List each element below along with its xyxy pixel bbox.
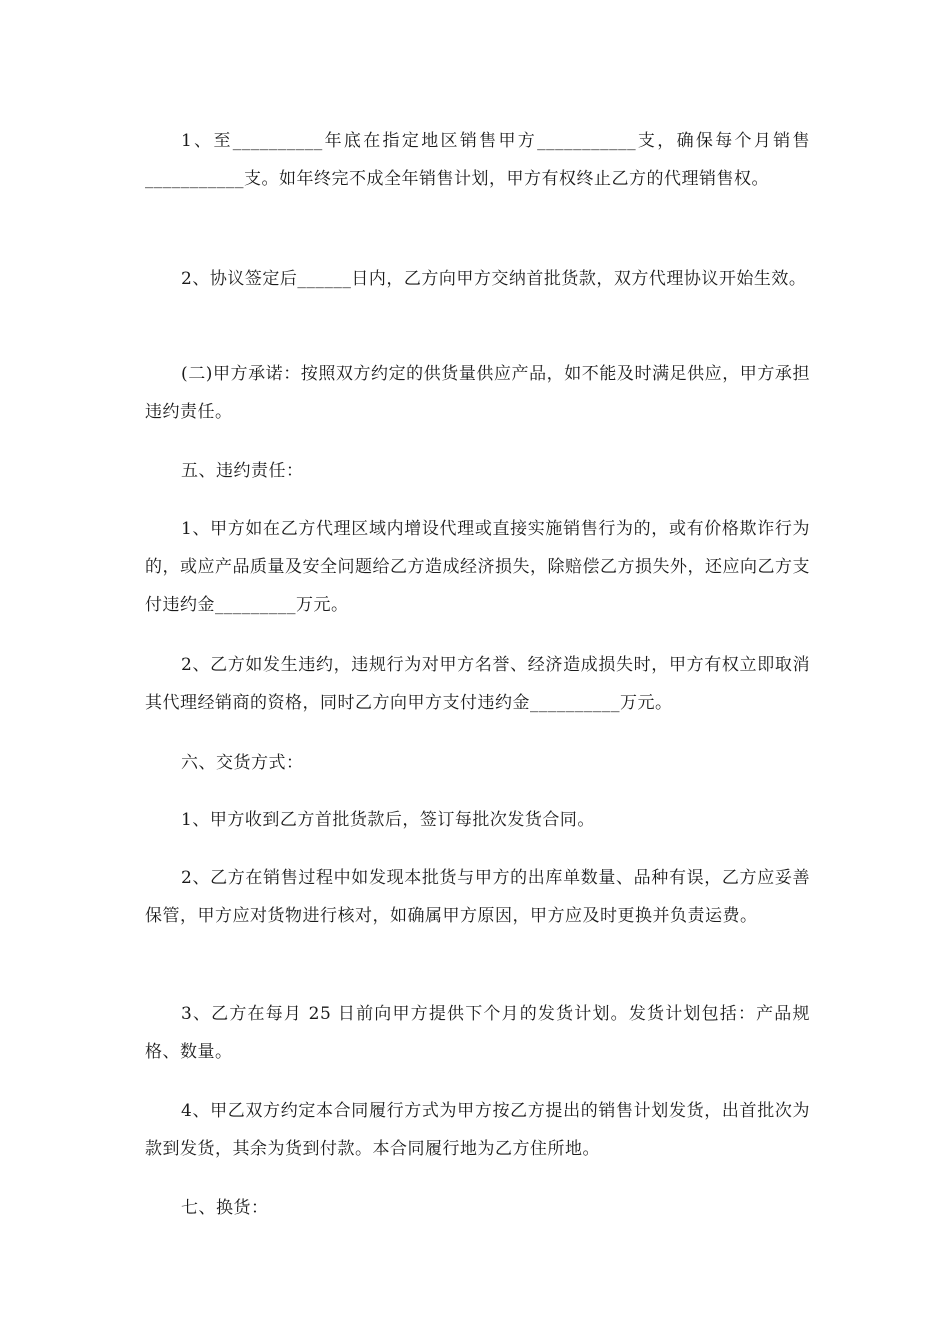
paragraph-performance-method: 4、甲乙双方约定本合同履行方式为甲方按乙方提出的销售计划发货，出首批次为款到发货，其余为货到付款。本合同履行地为乙方住所地。 <box>145 1101 810 1159</box>
paragraph-payment-timing: 2、协议签定后______日内，乙方向甲方交纳首批货款，双方代理协议开始生效。 <box>181 269 807 289</box>
paragraph-party-b-breach: 2、乙方如发生违约，违规行为对甲方名誉、经济造成损失时，甲方有权立即取消其代理经销商的资格，同时乙方向甲方支付违约金__________万元。 <box>145 655 810 713</box>
section-heading-exchange: 七、换货： <box>181 1198 269 1218</box>
section-heading-breach-liability: 五、违约责任： <box>181 461 304 481</box>
paragraph-sales-target: 1、至__________年底在指定地区销售甲方___________支，确保每个月销售___________支。如年终完不成全年销售计划，甲方有权终止乙方的代理销售权。 <box>145 131 810 189</box>
paragraph-delivery-contract: 1、甲方收到乙方首批货款后，签订每批次发货合同。 <box>181 810 595 830</box>
section-heading-delivery-method: 六、交货方式： <box>181 753 304 773</box>
paragraph-goods-discrepancy: 2、乙方在销售过程中如发现本批货与甲方的出库单数量、品种有误，乙方应妥善保管，甲方应对货物进行核对，如确属甲方原因，甲方应及时更换并负责运费。 <box>145 868 810 926</box>
paragraph-party-a-commitment: (二)甲方承诺：按照双方约定的供货量供应产品，如不能及时满足供应，甲方承担违约责任。 <box>145 364 810 422</box>
paragraph-party-a-breach: 1、甲方如在乙方代理区域内增设代理或直接实施销售行为的，或有价格欺诈行为的，或应产品质量及安全问题给乙方造成经济损失，除赔偿乙方损失外，还应向乙方支付违约金_________万元。 <box>145 519 810 615</box>
paragraph-delivery-plan: 3、乙方在每月 25 日前向甲方提供下个月的发货计划。发货计划包括：产品规格、数量。 <box>145 1004 810 1062</box>
